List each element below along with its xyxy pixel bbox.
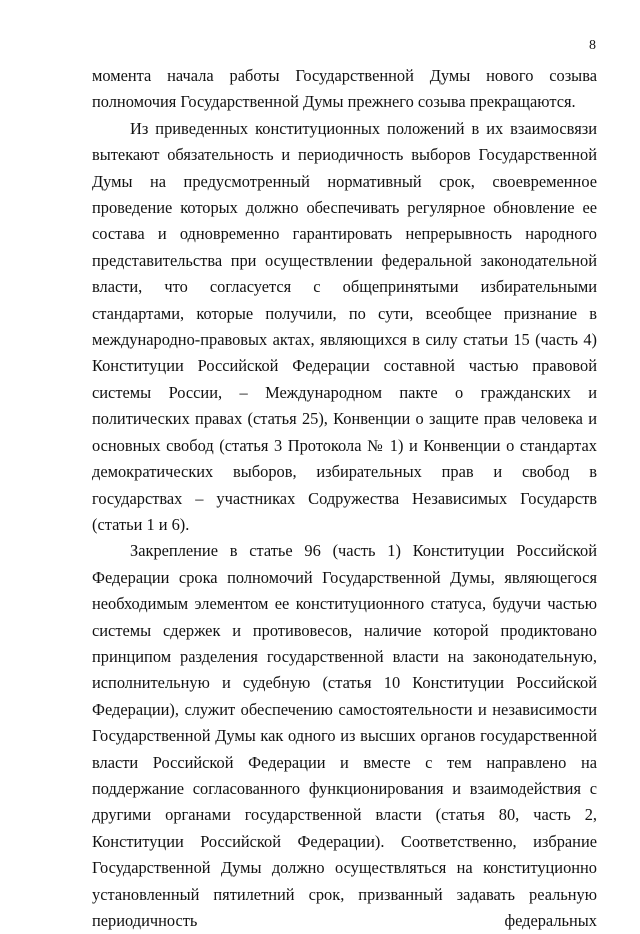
- paragraph-constitutional-provisions: Из приведенных конституционных положений в их взаимосвязи вытекают обязательность и периодичность выборов Государственной Думы на предусмотренный нормативный срок, своевременное проведение которых должно обеспечивать регулярное обновление ее состава и одновременно гарантировать непрерывность народного представительства при осуществлении федеральной законодательной власти, что согласуется с общепринятыми избирательными стандартами, которые получили, по сути, всеобщее признание в международно-правовых актах, являющихся в силу статьи 15 (часть 4) Конституции Российской Федерации составной частью правовой системы России, – Международном пакте о гражданских и политических правах (статья 25), Конвенции о защите прав человека и основных свобод (статья 3 Протокола № 1) и Конвенции о стандартах демократических выборов, избирательных прав и свобод в государствах – участниках Содружества Независимых Государств (статьи 1 и 6).: [92, 118, 597, 534]
- document-body: [92, 63, 597, 934]
- page-number: 8: [589, 38, 596, 53]
- paragraph-continuation: момента начала работы Государственной Думы нового созыва полномочия Государственной Думы прежнего созыва прекращаются.: [92, 66, 597, 112]
- paragraph-term-of-office: Закрепление в статье 96 (часть 1) Конституции Российской Федерации срока полномочий Государственной Думы, являющегося необходимым элементом ее конституционного статуса, будучи частью системы сдержек и противовесов, наличие которой продиктовано принципом разделения государственной власти на законодательную, исполнительную и судебную (статья 10 Конституции Российской Федерации), служит обеспечению самостоятельности и независимости Государственной Думы как одного из высших органов государственной власти Российской Федерации и вместе с тем направлено на поддержание согласованного функционирования и взаимодействия с другими органами государственной власти (статья 80, часть 2, Конституции Российской Федерации). Соответственно, избрание Государственной Думы должно осуществляться на конституционно установленный пятилетний срок, призванный задавать реальную периодичность федеральных: [92, 541, 597, 930]
